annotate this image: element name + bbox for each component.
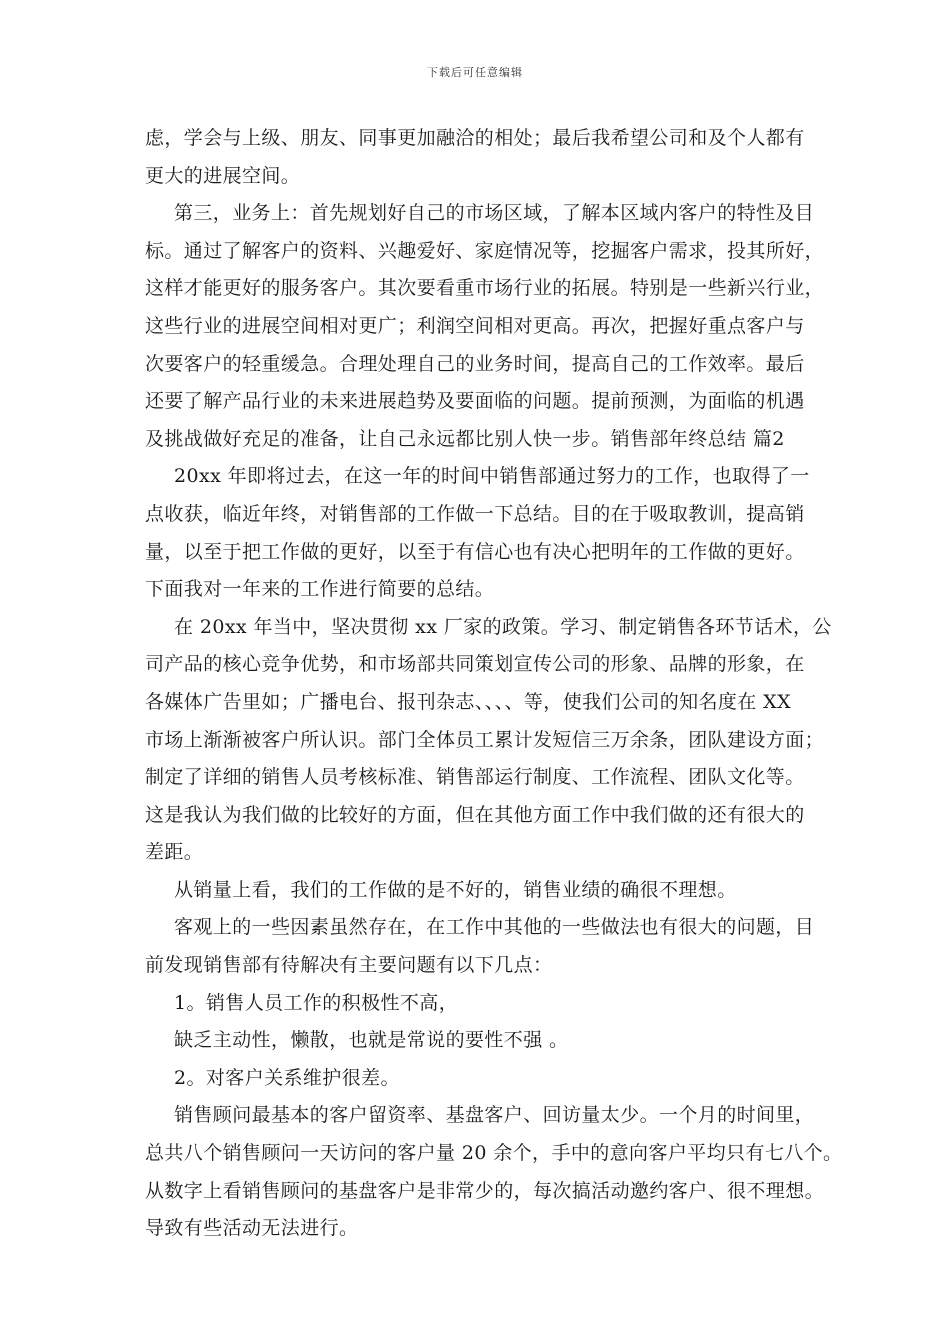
text-line: 这样才能更好的服务客户。其次要看重市场行业的拓展。特别是一些新兴行业， <box>145 277 825 300</box>
list-item-line: 1。销售人员工作的积极性不高， <box>174 991 459 1014</box>
text-line: 从数字上看销售顾问的基盘客户是非常少的，每次搞活动邀约客户、很不理想。 <box>145 1179 825 1202</box>
text-line: 点收获，临近年终，对销售部的工作做一下总结。目的在于吸取教训，提高销 <box>145 502 805 525</box>
text-line: 这些行业的进展空间相对更广；利润空间相对更高。再次，把握好重点客户与 <box>145 314 805 337</box>
text-line: 下面我对一年来的工作进行简要的总结。 <box>145 578 495 601</box>
text-line: 差距。 <box>145 841 204 864</box>
text-line: 虑，学会与上级、朋友、同事更加融洽的相处；最后我希望公司和及个人都有 <box>145 127 805 149</box>
paragraph-start-line: 销售顾问最基本的客户留资率、基盘客户、回访量太少。一个月的时间里， <box>174 1104 815 1127</box>
text-line: 标。通过了解客户的资料、兴趣爱好、家庭情况等，挖掘客户需求，投其所好， <box>145 239 825 262</box>
text-line: 司产品的核心竞争优势，和市场部共同策划宣传公司的形象、品牌的形象，在 <box>145 653 805 676</box>
paragraph-start-line: 从销量上看，我们的工作做的是不好的，销售业绩的确很不理想。 <box>174 878 737 901</box>
text-line: 量，以至于把工作做的更好，以至于有信心也有决心把明年的工作做的更好。 <box>145 540 805 563</box>
document-body <box>145 120 843 1248</box>
text-line: 前发现销售部有待解决有主要问题有以下几点： <box>145 954 553 977</box>
paragraph-start-line: 在 20xx 年当中，坚决贯彻 xx 厂家的政策。学习、制定销售各环节话术，公 <box>174 615 832 638</box>
text-line: 还要了解产品行业的未来进展趋势及要面临的问题。提前预测，为面临的机遇 <box>145 390 805 413</box>
list-item-line: 2。对客户关系维护很差。 <box>174 1066 400 1089</box>
paragraph-start-line: 客观上的一些因素虽然存在，在工作中其他的一些做法也有很大的问题，目 <box>174 916 815 939</box>
text-line: 导致有些活动无法进行。 <box>145 1217 359 1240</box>
paragraph-start-line: 第三，业务上：首先规划好自己的市场区域，了解本区域内客户的特性及目 <box>174 202 815 225</box>
text-line: 这是我认为我们做的比较好的方面，但在其他方面工作中我们做的还有很大的 <box>145 803 805 826</box>
text-line: 总共八个销售顾问一天访问的客户量 20 余个，手中的意向客户平均只有七八个。 <box>145 1142 843 1165</box>
page-header: 下载后可任意编辑 <box>427 66 523 79</box>
text-line: 及挑战做好充足的准备，让自己永远都比别人快一步。销售部年终总结 篇2 <box>145 427 785 450</box>
text-line: 更大的进展空间。 <box>145 164 301 187</box>
paragraph-start-line: 缺乏主动性，懒散，也就是常说的要性不强 。 <box>174 1029 569 1052</box>
text-line: 制定了详细的销售人员考核标准、销售部运行制度、工作流程、团队文化等。 <box>145 766 805 789</box>
text-line: 市场上渐渐被客户所认识。部门全体员工累计发短信三万余条，团队建设方面； <box>145 728 825 751</box>
text-line: 各媒体广告里如；广播电台、报刊杂志、、、、等，使我们公司的知名度在 XX <box>145 690 791 713</box>
text-line: 次要客户的轻重缓急。合理处理自己的业务时间，提高自己的工作效率。最后 <box>145 352 805 375</box>
paragraph-start-line: 20xx 年即将过去，在这一年的时间中销售部通过努力的工作，也取得了一 <box>174 465 810 488</box>
